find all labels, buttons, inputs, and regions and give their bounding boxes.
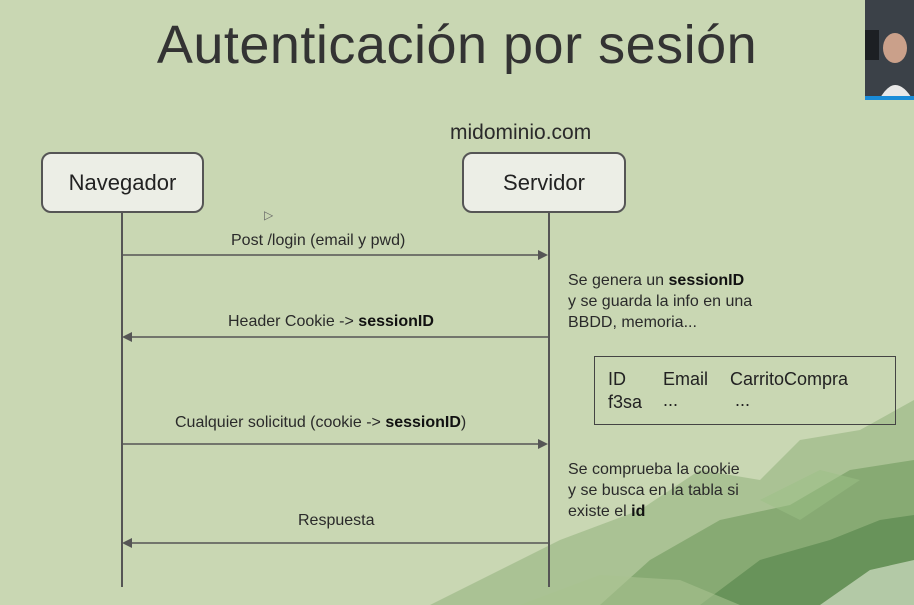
webcam-overlay [865,0,914,100]
server-domain-label: midominio.com [450,121,592,144]
message-post-login: Post /login (email y pwd) [231,232,406,249]
note-cookie-check: Se comprueba la cookie y se busca en la tabla si existe el id [568,461,740,520]
message-respuesta: Respuesta [298,512,375,529]
table-cell-id: f3sa [608,392,643,412]
arrowhead-respuesta [122,538,132,548]
table-cell-email: ... [663,390,679,410]
table-header-email: Email [663,369,709,389]
actor-servidor: Servidor [462,152,626,213]
table-header-id: ID [608,369,626,389]
arrowhead-header-cookie [122,332,132,342]
table-header-carrito: CarritoCompra [730,369,849,389]
arrowhead-post-login [538,250,548,260]
webcam-person-icon [865,0,914,100]
message-header-cookie: Header Cookie -> sessionID [228,313,434,330]
actor-navegador: Navegador [41,152,204,213]
message-cualquier-solicitud: Cualquier solicitud (cookie -> sessionID) [175,414,467,431]
mouse-cursor-icon: ▷ [264,208,274,222]
note-session-generated: Se genera un sessionID y se guarda la info en una BBDD, memoria... [568,272,753,331]
arrowhead-cualquier-solicitud [538,439,548,449]
table-cell-carrito: ... [735,390,751,410]
slide-title: Autenticación por sesión [156,15,758,75]
session-table [594,356,896,425]
